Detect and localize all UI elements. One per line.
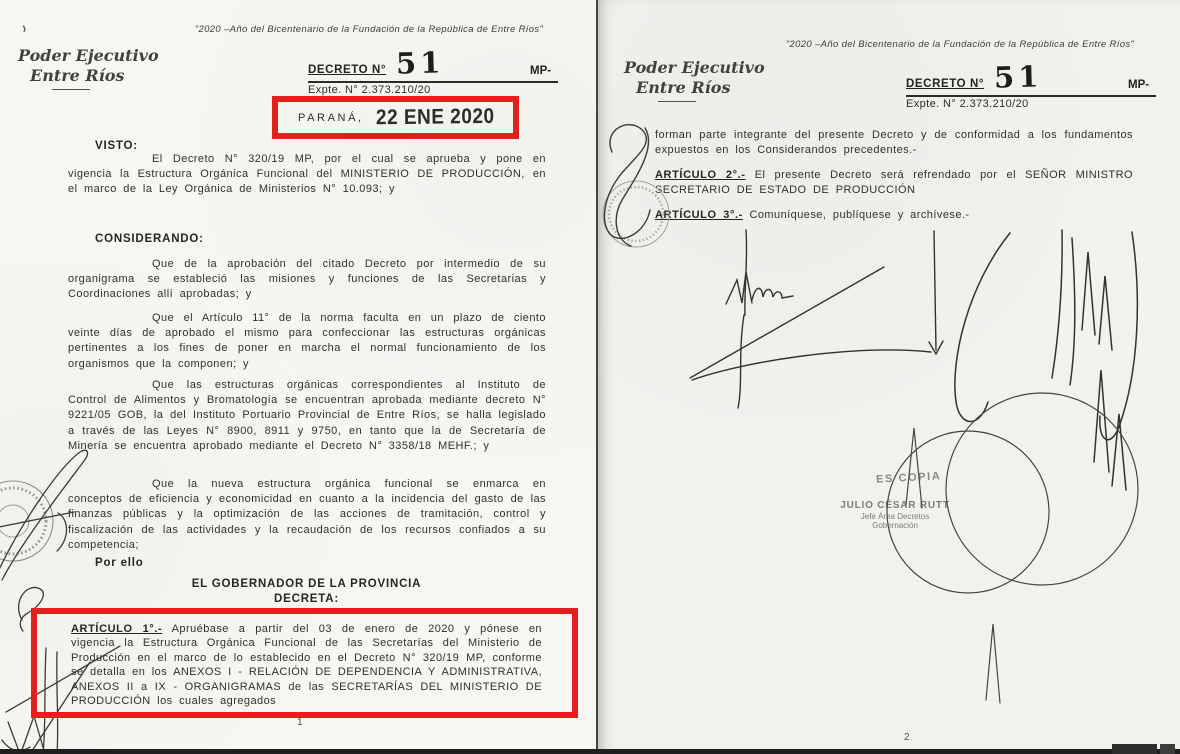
decree-number-stamp: 51 xyxy=(395,45,445,81)
expediente-number: Expte. N° 2.373.210/20 xyxy=(906,98,1029,110)
letterhead xyxy=(18,46,159,90)
letterhead-rule xyxy=(658,101,696,102)
considerando-paragraph: Que la nueva estructura orgánica funcional se enmarca en conceptos de eficiencia y economicidad en cuanto a la incidencia del gasto de las finanzas públicas y la optimización de las acciones de tramitación, control y fiscalización de las actividades y la recaudación de los recursos confiados a su competencia; xyxy=(68,478,546,551)
articulo1-highlight-box xyxy=(31,608,578,718)
considerando-paragraph: Que de la aprobación del citado Decreto por intermedio de su organigrama se estableció las misiones y funciones de las Secretarias y Coordinaciones allí aprobadas; y xyxy=(68,258,546,301)
anniversary-quote: "2020 –Año del Bicentenario de la Fundación de la República de Entre Ríos" xyxy=(194,24,544,35)
signer-name: JULIO CÉSAR RUTT xyxy=(840,500,950,511)
governor-line2: DECRETA: xyxy=(274,593,339,605)
expediente-number: Expte. N° 2.373.210/20 xyxy=(308,84,431,96)
decree-underline xyxy=(906,95,1156,97)
letterhead xyxy=(624,58,765,102)
governor-line1: EL GOBERNADOR DE LA PROVINCIA xyxy=(191,578,422,590)
visto-paragraph: El Decreto N° 320/19 MP, por el cual se aprueba y pone en vigencia la Estructura Orgánica Funcional del MINISTERIO DE PRODUCCIÓN, en el marco de la Ley Orgánica de Ministerios N° 10.093; y xyxy=(68,153,546,196)
letterhead-line2: Entre Ríos xyxy=(636,78,731,97)
articulo1-text: Apruébase a partir del 03 de enero de 2020 y pónese en vigencia la Estructura Orgánica Funcional de las Secretarías del Ministerio de Producción en el marco de lo establecido en el Decreto N° 320/19 MP, conforme se detalla en los ANEXOS I - RELACIÓN DE DEPENDENCIA Y ADMINISTRATIVA, ANEXOS II a IX - ORGANIGRAMAS de las SECRETARÍAS DEL MINISTERIO DE PRODUCCIÓN los cuales agregados xyxy=(71,623,542,708)
decree-header xyxy=(308,45,560,100)
decree-suffix: MP- xyxy=(530,65,552,77)
dateline-city: PARANÁ, xyxy=(298,111,364,124)
page-number: 2 xyxy=(904,732,910,743)
anniversary-quote: "2020 –Año del Bicentenario de la Fundación de la República de Entre Ríos" xyxy=(785,39,1135,50)
date-highlight-box xyxy=(272,96,519,139)
continuation-paragraph: forman parte integrante del presente Decreto y de conformidad a los fundamentos expuestos en los Considerandos precedentes.- xyxy=(655,129,1133,157)
page-divider xyxy=(596,0,598,754)
articulo3-label: ARTÍCULO 3°.- xyxy=(655,209,743,221)
letterhead-line2: Entre Ríos xyxy=(30,66,125,85)
letterhead-line1: Poder Ejecutivo xyxy=(18,46,159,65)
signer-stamp xyxy=(830,500,960,530)
es-copia-stamp: ES COPIA xyxy=(875,470,942,486)
signer-role: Jefe Área Decretos xyxy=(860,512,930,521)
considerando-paragraph: Que las estructuras orgánicas correspondientes al Instituto de Control de Alimentos y Bromatología se encuentran aprobada mediante decreto N° 9221/05 GOB, la del Instituto Portuario Provincial de Entre Ríos, se halla legislado a través de las Leyes N° 8900, 8911 y 9750, en tanto que la de Secretaría de Minería se encuentra aprobado mediante el Decreto N° 3358/18 MEHF.; y xyxy=(68,379,546,452)
signer-office: Gobernación xyxy=(872,521,918,530)
decree-page-2 xyxy=(598,0,1180,754)
decree-label: DECRETO N° xyxy=(308,64,387,76)
page-number: 1 xyxy=(297,717,303,728)
articulo2-paragraph xyxy=(655,168,1133,198)
governor-heading xyxy=(68,577,545,607)
letterhead-line1: Poder Ejecutivo xyxy=(624,58,765,77)
articulo2-text: El presente Decreto será refrendado por el SEÑOR MINISTRO SECRETARIO DE ESTADO DE PRODUCCIÓN xyxy=(655,169,1133,197)
articulo3-text: Comuníquese, publíquese y archívese.- xyxy=(749,209,970,221)
scan-corner-artifact xyxy=(1160,744,1175,754)
decree-header xyxy=(906,59,1158,114)
visto-label: VISTO: xyxy=(95,140,138,152)
scan-corner-artifact xyxy=(1112,744,1157,754)
considerando-label: CONSIDERANDO: xyxy=(95,233,204,245)
articulo1-label: ARTÍCULO 1°.- xyxy=(71,623,163,635)
articulo1-paragraph xyxy=(71,622,542,708)
decree-number-stamp: 51 xyxy=(993,59,1043,95)
por-ello-label: Por ello xyxy=(95,557,144,569)
decree-underline xyxy=(308,81,558,83)
scan-bottom-edge xyxy=(0,749,1180,754)
decree-suffix: MP- xyxy=(1128,79,1150,91)
considerando-paragraph: Que el Artículo 11° de la norma faculta en un plazo de ciento veinte días de aprobado el mismo para confeccionar las estructuras orgánicas pertinentes a los fines de poner en marcha el normal funcionamiento de los organismos que la componen; y xyxy=(68,312,546,370)
articulo3-paragraph xyxy=(655,208,1133,223)
decree-label: DECRETO N° xyxy=(906,78,985,90)
articulo2-label: ARTÍCULO 2°.- xyxy=(655,169,746,181)
date-stamp: 22 ENE 2020 xyxy=(375,104,495,130)
letterhead-rule xyxy=(52,89,90,90)
